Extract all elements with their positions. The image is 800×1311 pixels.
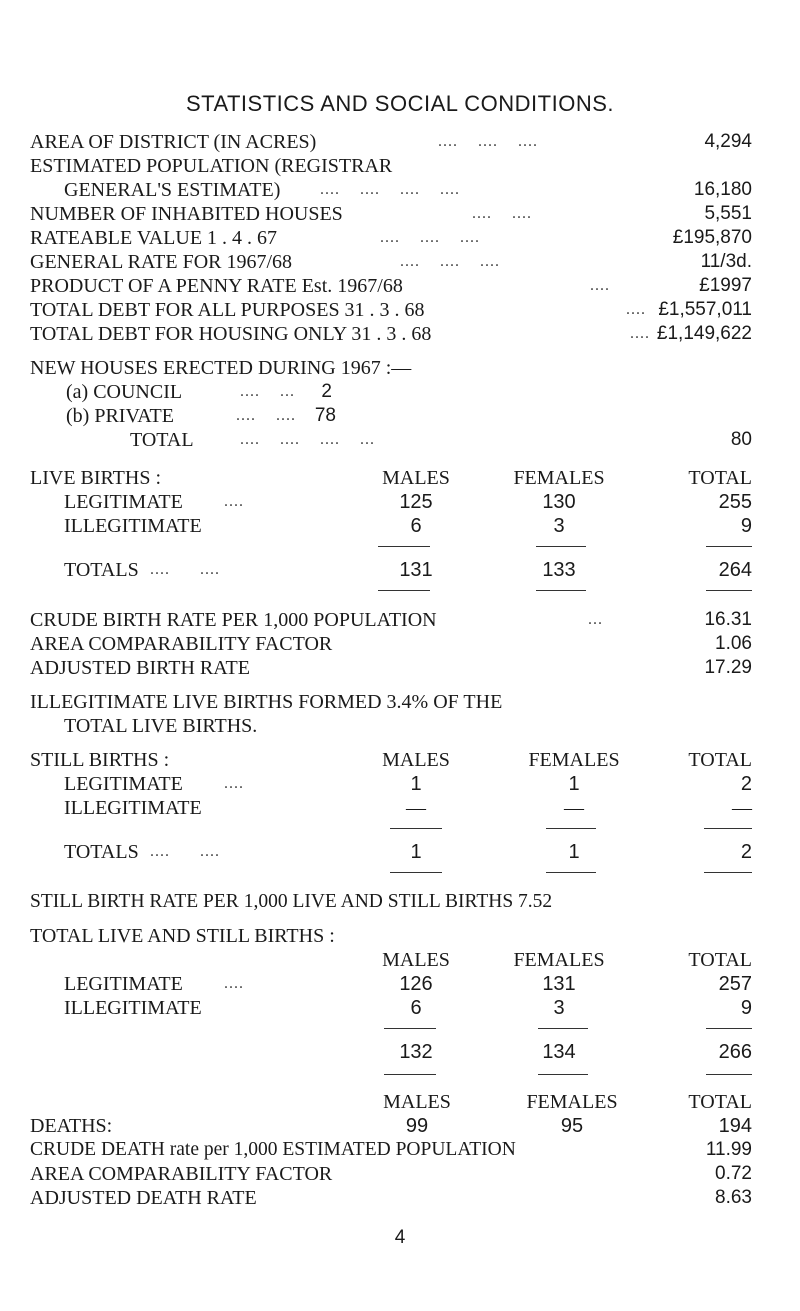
birth-rate-label: CRUDE BIRTH RATE PER 1,000 POPULATION <box>30 609 437 631</box>
new-houses-heading: NEW HOUSES ERECTED DURING 1967 :— <box>30 357 412 379</box>
summary-label-penny-rate: PRODUCT OF A PENNY RATE Est. 1967/68 <box>30 275 403 297</box>
deaths-col-total: TOTAL <box>688 1091 752 1113</box>
new-houses-council-value: 2 <box>321 381 332 402</box>
leader-dots: .... <box>630 325 650 342</box>
deaths-cell: 99 <box>405 1115 429 1137</box>
still-births-row-label: ILLEGITIMATE <box>64 797 202 819</box>
leader-dots: .... <box>590 277 610 294</box>
leader-dots: .... .... .... <box>380 229 480 246</box>
death-rate-label: AREA COMPARABILITY FACTOR <box>30 1163 333 1185</box>
leader-dots: .... .... <box>150 561 220 578</box>
divider <box>538 1028 588 1029</box>
still-births-cell: 1 <box>410 773 422 795</box>
still-births-cell: 1 <box>568 773 580 795</box>
divider <box>538 1074 588 1075</box>
birth-rate-label: AREA COMPARABILITY FACTOR <box>30 633 333 655</box>
leader-dots: .... .... .... <box>438 133 538 150</box>
leader-dots: ... <box>588 611 603 628</box>
death-rate-value: 11.99 <box>705 1139 752 1160</box>
total-live-still-cell: 3 <box>553 997 565 1019</box>
death-rate-label: ADJUSTED DEATH RATE <box>30 1187 257 1209</box>
deaths-col-males: MALES <box>383 1091 451 1113</box>
summary-value-total-debt: £1,557,011 <box>658 299 752 320</box>
still-births-row-label: LEGITIMATE <box>64 773 183 795</box>
still-births-cell: — <box>732 797 752 819</box>
total-live-still-cell: 9 <box>740 997 752 1019</box>
live-births-cell: 3 <box>553 515 565 537</box>
new-houses-total-value: 80 <box>730 429 752 450</box>
summary-value-penny-rate: £1997 <box>699 275 752 296</box>
divider <box>390 828 442 829</box>
leader-dots: .... ... <box>240 383 295 400</box>
divider <box>706 546 752 547</box>
deaths-label: DEATHS: <box>30 1115 113 1137</box>
birth-rate-value: 1.06 <box>715 633 752 654</box>
still-births-total-cell: 2 <box>740 841 752 863</box>
live-births-cell: 130 <box>542 491 576 513</box>
new-houses-private-label: (b) PRIVATE <box>66 405 174 427</box>
divider <box>546 872 596 873</box>
still-birth-rate: STILL BIRTH RATE PER 1,000 LIVE AND STILL BIRTHS 7.52 <box>30 891 553 912</box>
illegitimate-note-line2: TOTAL LIVE BIRTHS. <box>64 715 258 737</box>
leader-dots: .... .... <box>150 843 220 860</box>
still-births-cell: — <box>406 797 426 819</box>
total-live-still-total-cell: 266 <box>718 1041 752 1063</box>
live-births-cell: 255 <box>718 491 752 513</box>
total-live-still-col-females: FEMALES <box>513 949 605 971</box>
death-rate-label: CRUDE DEATH rate per 1,000 ESTIMATED POPULATION <box>30 1139 516 1160</box>
still-births-cell: — <box>564 797 584 819</box>
leader-dots: .... <box>224 493 244 510</box>
summary-label-housing-debt: TOTAL DEBT FOR HOUSING ONLY 31 . 3 . 68 <box>30 323 432 345</box>
live-births-col-total: TOTAL <box>688 467 752 489</box>
divider <box>536 590 586 591</box>
leader-dots: .... <box>224 975 244 992</box>
summary-value-area: 4,294 <box>704 131 752 152</box>
total-live-still-col-total: TOTAL <box>688 949 752 971</box>
total-live-still-cell: 131 <box>542 973 576 995</box>
summary-value-population: 16,180 <box>693 179 752 200</box>
divider <box>536 546 586 547</box>
birth-rate-value: 17.29 <box>704 657 752 678</box>
total-live-still-row-label: ILLEGITIMATE <box>64 997 202 1019</box>
summary-value-general-rate: 11/3d. <box>700 251 752 272</box>
total-live-still-cell: 126 <box>399 973 433 995</box>
still-births-col-females: FEMALES <box>528 749 620 771</box>
leader-dots: .... <box>224 775 244 792</box>
summary-label-general-rate: GENERAL RATE FOR 1967/68 <box>30 251 293 273</box>
birth-rate-value: 16.31 <box>704 609 752 630</box>
divider <box>384 1074 436 1075</box>
new-houses-council-label: (a) COUNCIL <box>66 381 183 403</box>
total-live-still-total-cell: 132 <box>399 1041 433 1063</box>
summary-label-area: AREA OF DISTRICT (IN ACRES) <box>30 131 317 153</box>
live-births-row-label: LEGITIMATE <box>64 491 183 513</box>
summary-label-population-2: GENERAL'S ESTIMATE) <box>64 179 281 201</box>
total-live-still-total-cell: 134 <box>542 1041 576 1063</box>
deaths-cell: 194 <box>718 1115 752 1137</box>
page-title: STATISTICS AND SOCIAL CONDITIONS. <box>185 91 615 116</box>
summary-value-houses: 5,551 <box>704 203 752 224</box>
leader-dots: .... .... .... ... <box>240 431 375 448</box>
live-births-row-label: ILLEGITIMATE <box>64 515 202 537</box>
new-houses-total-label: TOTAL <box>130 429 194 451</box>
summary-label-total-debt: TOTAL DEBT FOR ALL PURPOSES 31 . 3 . 68 <box>30 299 425 321</box>
summary-value-housing-debt: £1,149,622 <box>656 323 752 344</box>
divider <box>546 828 596 829</box>
birth-rate-label: ADJUSTED BIRTH RATE <box>30 657 250 679</box>
divider <box>704 872 752 873</box>
deaths-cell: 95 <box>560 1115 584 1137</box>
still-births-totals-label: TOTALS <box>64 841 139 863</box>
leader-dots: .... .... .... <box>400 253 500 270</box>
leader-dots: .... .... .... .... <box>320 181 460 198</box>
divider <box>384 1028 436 1029</box>
summary-label-population: ESTIMATED POPULATION (REGISTRAR <box>30 155 393 177</box>
deaths-col-females: FEMALES <box>526 1091 618 1113</box>
live-births-total-cell: 133 <box>542 559 576 581</box>
summary-label-rateable: RATEABLE VALUE 1 . 4 . 67 <box>30 227 278 249</box>
new-houses-private-value: 78 <box>314 405 336 426</box>
divider <box>704 828 752 829</box>
live-births-heading: LIVE BIRTHS : <box>30 467 162 489</box>
total-live-still-cell: 6 <box>410 997 422 1019</box>
summary-value-rateable: £195,870 <box>672 227 752 248</box>
page-number: 4 <box>394 1227 406 1248</box>
divider <box>390 872 442 873</box>
still-births-cell: 2 <box>740 773 752 795</box>
leader-dots: .... <box>626 301 646 318</box>
live-births-total-cell: 131 <box>399 559 433 581</box>
illegitimate-note-line1: ILLEGITIMATE LIVE BIRTHS FORMED 3.4% OF THE <box>30 691 503 713</box>
live-births-cell: 125 <box>399 491 433 513</box>
summary-label-houses: NUMBER OF INHABITED HOUSES <box>30 203 343 225</box>
total-live-still-col-males: MALES <box>382 949 450 971</box>
live-births-cell: 6 <box>410 515 422 537</box>
still-births-heading: STILL BIRTHS : <box>30 749 170 771</box>
live-births-col-females: FEMALES <box>513 467 605 489</box>
leader-dots: .... .... <box>236 407 296 424</box>
death-rate-value: 8.63 <box>715 1187 752 1208</box>
total-live-still-row-label: LEGITIMATE <box>64 973 183 995</box>
divider <box>706 1074 752 1075</box>
live-births-cell: 9 <box>740 515 752 537</box>
divider <box>706 590 752 591</box>
still-births-total-cell: 1 <box>410 841 422 863</box>
leader-dots: .... .... <box>472 205 532 222</box>
still-births-col-total: TOTAL <box>688 749 752 771</box>
live-births-total-cell: 264 <box>718 559 752 581</box>
still-births-col-males: MALES <box>382 749 450 771</box>
death-rate-value: 0.72 <box>715 1163 752 1184</box>
divider <box>706 1028 752 1029</box>
divider <box>378 590 430 591</box>
total-live-still-heading: TOTAL LIVE AND STILL BIRTHS : <box>30 925 335 947</box>
still-births-total-cell: 1 <box>568 841 580 863</box>
live-births-col-males: MALES <box>382 467 450 489</box>
divider <box>378 546 430 547</box>
total-live-still-cell: 257 <box>718 973 752 995</box>
live-births-totals-label: TOTALS <box>64 559 139 581</box>
